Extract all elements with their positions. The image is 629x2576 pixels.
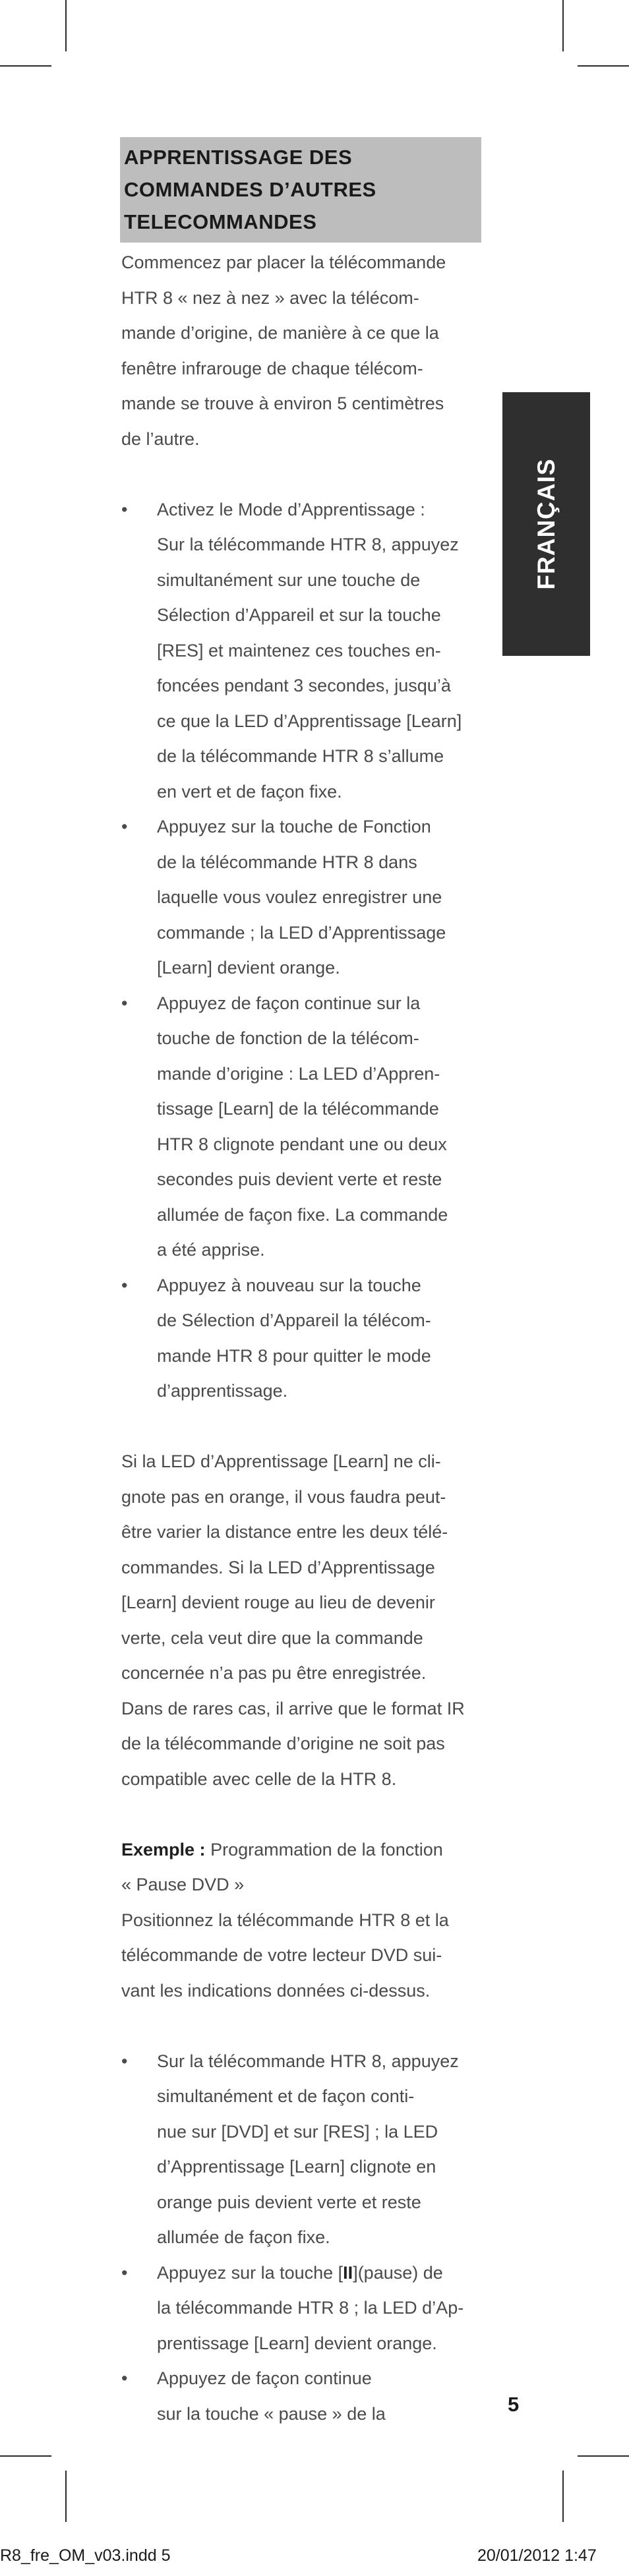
text-line: mande d’origine, de manière à ce que la: [121, 323, 439, 343]
crop-mark: [578, 65, 629, 67]
text-line: verte, cela veut dire que la commande: [121, 1627, 423, 1648]
footer-file-name: R8_fre_OM_v03.indd 5: [0, 2546, 171, 2565]
language-tab-label: FRANÇAIS: [532, 458, 560, 590]
text-line: foncées pendant 3 secondes, jusqu’à: [157, 676, 451, 695]
crop-mark: [0, 65, 51, 67]
text-line: concernée n’a pas pu être enregistrée.: [121, 1663, 427, 1683]
text-line: mande se trouve à environ 5 centimètres: [121, 394, 444, 413]
crop-mark: [65, 0, 67, 51]
text-line: [157, 2256, 491, 2291]
text-line: Positionnez la télécommande HTR 8 et la: [121, 1910, 449, 1930]
text-line: être varier la distance entre les deux télé-: [121, 1522, 448, 1542]
example-title: [121, 1832, 491, 1868]
section-heading: [120, 137, 481, 243]
text-line: de Sélection d’Appareil la télécom-: [157, 1310, 431, 1330]
bullet-mark: •: [121, 2262, 128, 2283]
text-line: vant les indications données ci-dessus.: [121, 1980, 431, 2001]
text-line: [RES] et maintenez ces touches en-: [157, 640, 441, 660]
bullet-mark: •: [121, 2368, 128, 2388]
text-line: secondes puis devient verte et reste: [157, 1169, 442, 1189]
list-item: [121, 2361, 491, 2432]
text-line: Sélection d’Appareil et sur la touche: [157, 605, 441, 625]
bullet-mark: •: [121, 2051, 128, 2071]
text-line: [Learn] devient rouge au lieu de devenir: [121, 1593, 435, 1612]
example-label: Exemple :: [121, 1839, 206, 1859]
example-title-text: Programmation de la fonction: [205, 1839, 443, 1859]
text-line: de la télécommande HTR 8 dans: [157, 852, 417, 872]
text-line: fenêtre infrarouge de chaque télécom-: [121, 358, 423, 378]
text-line: de la télécommande HTR 8 s’allume: [157, 746, 444, 766]
text-line: la télécommande HTR 8 ; la LED d’Ap-: [157, 2298, 464, 2318]
text-fragment: Appuyez sur la touche [: [157, 2262, 344, 2283]
text-line: [Learn] devient orange.: [157, 958, 340, 978]
text-line: HTR 8 clignote pendant une ou deux: [157, 1134, 447, 1154]
text-line: Commencez par placer la télécommande: [121, 252, 446, 272]
intro-paragraph: [121, 245, 491, 457]
language-tab: [502, 392, 590, 656]
text-fragment: ](pause) de: [353, 2262, 443, 2283]
list-item: [121, 492, 491, 810]
crop-mark: [65, 2471, 67, 2522]
text-line: allumée de façon fixe.: [157, 2227, 330, 2247]
text-line: laquelle vous voulez enregistrer une: [157, 887, 442, 907]
note-paragraph: [121, 1444, 491, 1797]
text-line: mande HTR 8 pour quitter le mode: [157, 1345, 431, 1366]
bullet-mark: •: [121, 817, 128, 836]
text-line: mande d’origine : La LED d’Appren-: [157, 1063, 440, 1084]
crop-mark: [562, 0, 564, 51]
text-line: de la télécommande d’origine ne soit pas: [121, 1734, 445, 1753]
text-line: sur la touche « pause » de la: [157, 2403, 386, 2424]
heading-line: APPRENTISSAGE DES: [124, 146, 353, 169]
text-line: commandes. Si la LED d’Apprentissage: [121, 1557, 435, 1577]
text-line: ce que la LED d’Apprentissage [Learn]: [157, 711, 462, 731]
text-line: commande ; la LED d’Apprentissage: [157, 922, 446, 943]
crop-mark: [578, 2455, 629, 2457]
crop-mark: [0, 2455, 51, 2457]
text-line: d’Apprentissage [Learn] clignote en: [157, 2157, 436, 2177]
text-line: nue sur [DVD] et sur [RES] ; la LED: [157, 2121, 438, 2142]
text-line: d’apprentissage.: [157, 1381, 288, 1401]
text-line: allumée de façon fixe. La commande: [157, 1204, 448, 1225]
text-line: compatible avec celle de la HTR 8.: [121, 1769, 397, 1789]
text-line: tissage [Learn] de la télécommande: [157, 1099, 439, 1119]
heading-line: COMMANDES D’AUTRES: [124, 178, 376, 201]
text-line: Appuyez de façon continue sur la: [157, 993, 421, 1013]
text-line: Appuyez à nouveau sur la touche: [157, 1275, 421, 1295]
page-number: 5: [508, 2393, 520, 2416]
example-section: [121, 1832, 491, 2009]
list-item: [121, 1268, 491, 1409]
text-line: orange puis devient verte et reste: [157, 2192, 421, 2212]
text-line: Sur la télécommande HTR 8, appuyez: [157, 2051, 459, 2071]
list-item: [121, 986, 491, 1268]
text-line: Appuyez sur la touche de Fonction: [157, 817, 431, 836]
pause-symbol: II: [343, 2262, 353, 2283]
list-item: [121, 809, 491, 986]
text-line: prentissage [Learn] devient orange.: [157, 2333, 437, 2353]
footer-datetime: 20/01/2012 1:47: [477, 2546, 597, 2565]
text-line: simultanément sur une touche de: [157, 570, 421, 590]
main-content: [121, 245, 491, 2432]
text-line: Appuyez de façon continue: [157, 2368, 372, 2388]
text-line: gnote pas en orange, il vous faudra peut-: [121, 1486, 446, 1507]
text-line: Dans de rares cas, il arrive que le format IR: [121, 1698, 465, 1718]
text-line: « Pause DVD »: [121, 1875, 245, 1894]
text-line: HTR 8 « nez à nez » avec la télécom-: [121, 287, 419, 308]
bullet-mark: •: [121, 1275, 128, 1295]
crop-mark: [562, 2471, 564, 2522]
list-item: [121, 2044, 491, 2256]
text-line: Activez le Mode d’Apprentissage :: [157, 499, 425, 519]
text-line: de l’autre.: [121, 428, 200, 449]
text-line: simultanément et de façon conti-: [157, 2086, 415, 2106]
list-item: [121, 2256, 491, 2362]
text-line: télécommande de votre lecteur DVD sui-: [121, 1945, 442, 1965]
heading-line: TELECOMMANDES: [124, 210, 317, 233]
text-line: en vert et de façon fixe.: [157, 781, 342, 802]
bullet-mark: •: [121, 499, 128, 519]
bullet-mark: •: [121, 993, 128, 1013]
text-line: touche de fonction de la télécom-: [157, 1028, 419, 1048]
text-line: a été apprise.: [157, 1240, 265, 1260]
text-line: Si la LED d’Apprentissage [Learn] ne cli-: [121, 1451, 441, 1471]
text-line: Sur la télécommande HTR 8, appuyez: [157, 535, 459, 554]
